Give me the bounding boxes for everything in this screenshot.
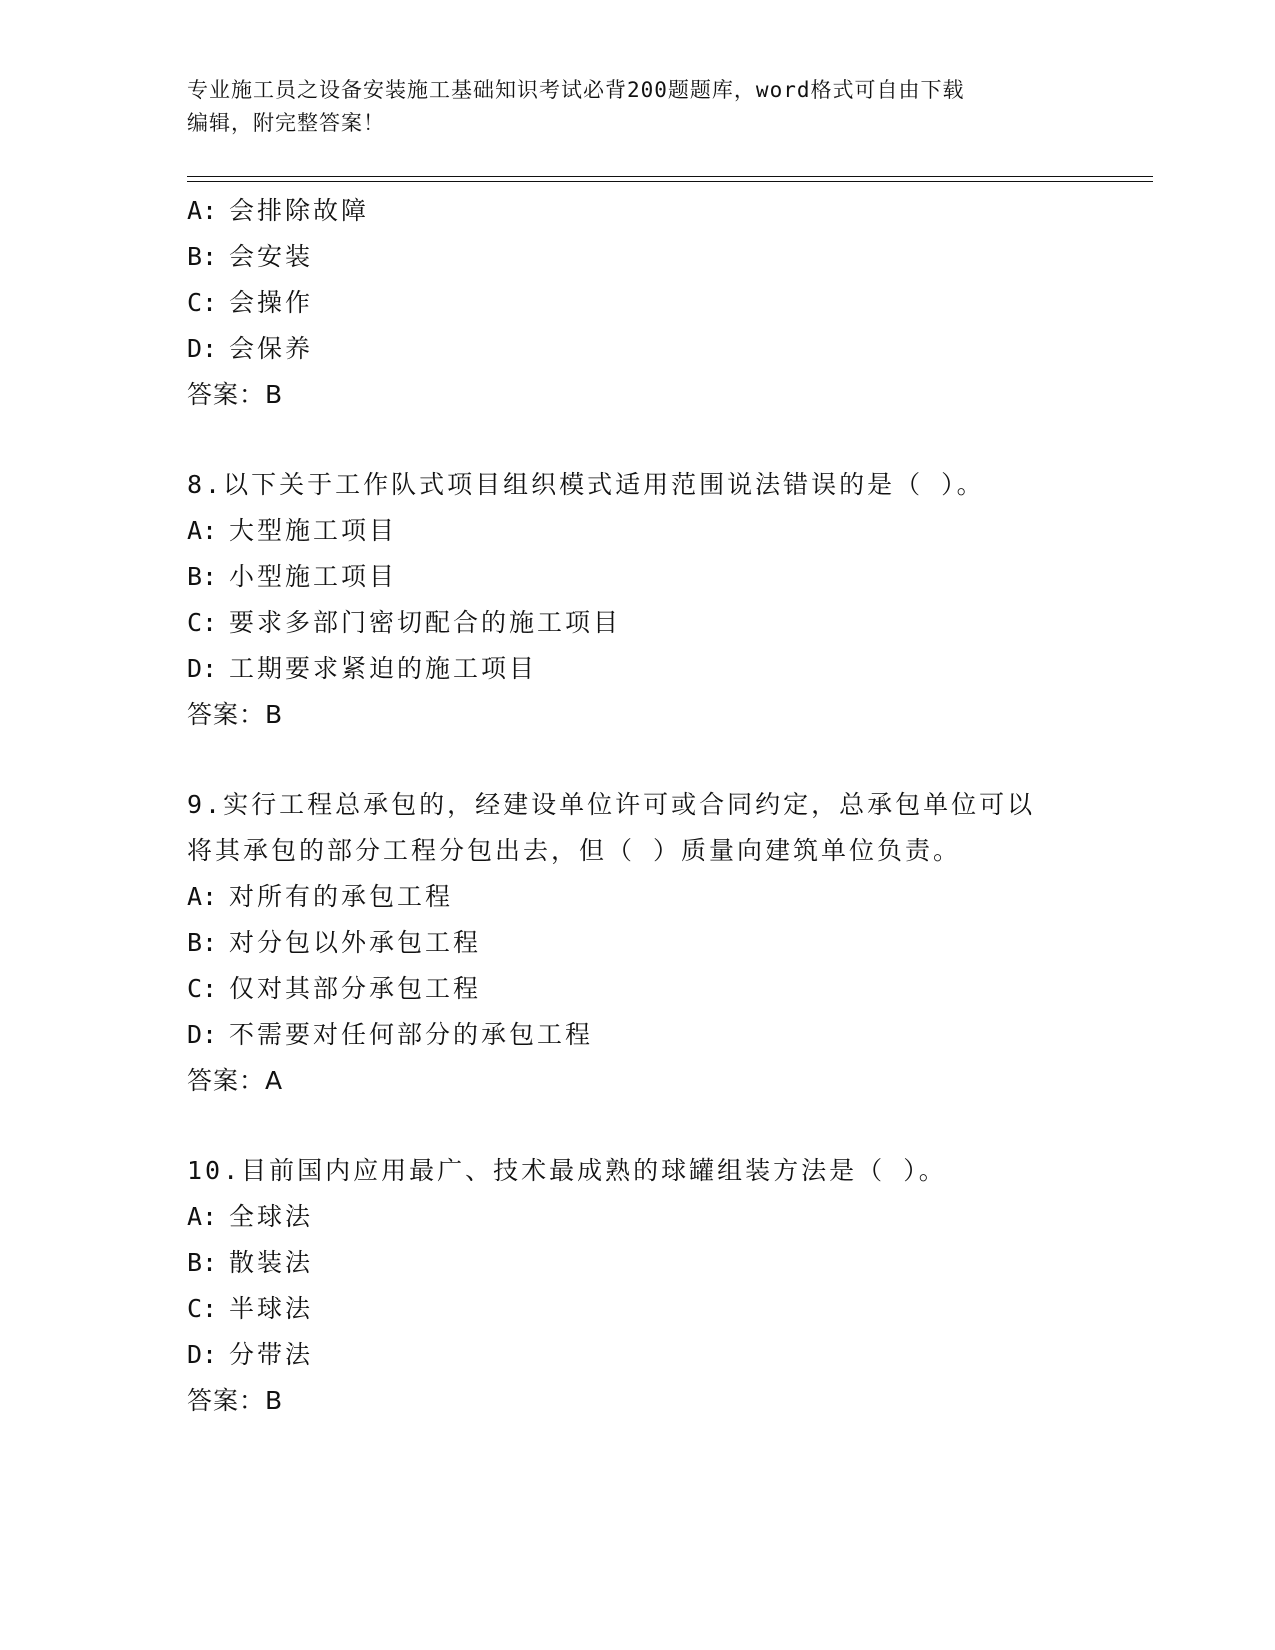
option-text: 会排除故障 <box>229 196 370 225</box>
option-a <box>187 874 1087 920</box>
question-stem-line-1: 9.实行工程总承包的，经建设单位许可或合同约定，总承包单位可以 <box>187 790 1036 819</box>
option-d <box>187 1332 1087 1378</box>
option-text: 工期要求紧迫的施工项目 <box>229 654 538 683</box>
header-divider-top <box>187 176 1153 177</box>
option-letter: D: <box>187 1020 218 1049</box>
option-letter: C: <box>187 1294 218 1323</box>
option-letter: D: <box>187 1340 218 1369</box>
option-d <box>187 326 1087 372</box>
answer-line: 答案：A <box>187 1066 284 1095</box>
option-c <box>187 600 1087 646</box>
question-7 <box>187 188 1087 418</box>
document-header <box>187 74 1087 140</box>
option-b <box>187 1240 1087 1286</box>
option-a <box>187 1194 1087 1240</box>
option-letter: A: <box>187 516 218 545</box>
option-letter: A: <box>187 196 218 225</box>
option-letter: A: <box>187 882 218 911</box>
option-d <box>187 646 1087 692</box>
option-text: 分带法 <box>229 1340 314 1369</box>
question-9 <box>187 782 1087 1104</box>
option-text: 不需要对任何部分的承包工程 <box>229 1020 594 1049</box>
option-text: 对所有的承包工程 <box>229 882 454 911</box>
option-c <box>187 1286 1087 1332</box>
answer-line: 答案：B <box>187 700 284 729</box>
option-letter: B: <box>187 928 218 957</box>
option-a <box>187 508 1087 554</box>
option-letter: A: <box>187 1202 218 1231</box>
answer-line: 答案：B <box>187 1386 284 1415</box>
option-text: 会安装 <box>229 242 314 271</box>
option-c <box>187 966 1087 1012</box>
option-letter: C: <box>187 974 218 1003</box>
answer-line: 答案：B <box>187 380 284 409</box>
option-text: 对分包以外承包工程 <box>229 928 482 957</box>
option-b <box>187 920 1087 966</box>
option-text: 小型施工项目 <box>229 562 398 591</box>
option-letter: D: <box>187 654 218 683</box>
option-letter: B: <box>187 242 218 271</box>
option-text: 要求多部门密切配合的施工项目 <box>229 608 622 637</box>
option-letter: B: <box>187 562 218 591</box>
question-stem: 10.目前国内应用最广、技术最成熟的球罐组装方法是（ ）。 <box>187 1156 947 1185</box>
question-list <box>187 188 1087 1424</box>
header-title-line-2: 编辑，附完整答案！ <box>187 111 385 135</box>
option-text: 会操作 <box>229 288 314 317</box>
option-text: 仅对其部分承包工程 <box>229 974 482 1003</box>
option-b <box>187 234 1087 280</box>
question-stem: 8.以下关于工作队式项目组织模式适用范围说法错误的是（ ）。 <box>187 470 985 499</box>
option-b <box>187 554 1087 600</box>
option-letter: B: <box>187 1248 218 1277</box>
header-title-line-1: 专业施工员之设备安装施工基础知识考试必背200题题库，word格式可自由下载 <box>187 78 965 102</box>
option-text: 会保养 <box>229 334 314 363</box>
option-letter: D: <box>187 334 218 363</box>
question-spacer <box>187 418 1087 462</box>
option-text: 大型施工项目 <box>229 516 398 545</box>
question-spacer <box>187 738 1087 782</box>
option-d <box>187 1012 1087 1058</box>
question-10 <box>187 1148 1087 1424</box>
option-a <box>187 188 1087 234</box>
option-c <box>187 280 1087 326</box>
question-stem-line-2: 将其承包的部分工程分包出去，但（ ）质量向建筑单位负责。 <box>187 836 962 865</box>
header-divider-bottom <box>187 181 1153 182</box>
question-spacer <box>187 1104 1087 1148</box>
option-text: 全球法 <box>229 1202 314 1231</box>
option-letter: C: <box>187 288 218 317</box>
option-letter: C: <box>187 608 218 637</box>
option-text: 散装法 <box>229 1248 314 1277</box>
option-text: 半球法 <box>229 1294 314 1323</box>
question-8 <box>187 462 1087 738</box>
